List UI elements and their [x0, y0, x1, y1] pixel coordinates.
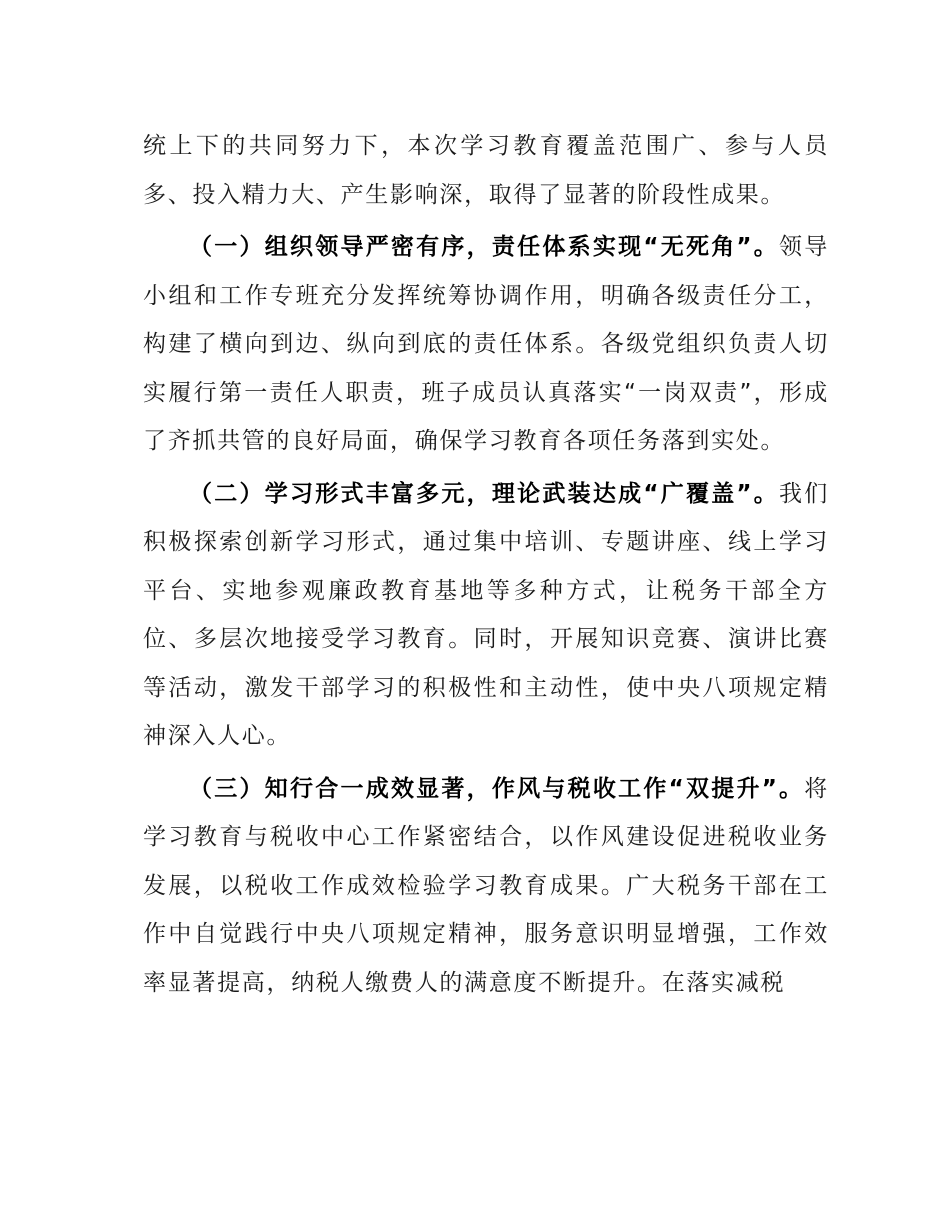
section-1-text: 领导小组和工作专班充分发挥统筹协调作用，明确各级责任分工，构建了横向到边、纵向到底的责任体系。各级党组织负责人切实履行第一责任人职责，班子成员认真落实“一岗双责”，形成了齐抓共管的良好局面，确保学习教育各项任务落到实处。	[143, 234, 829, 454]
section-3-text: 将学习教育与税收中心工作紧密结合，以作风建设促进税收业务发展，以税收工作成效检验学习教育成果。广大税务干部在工作中自觉践行中央八项规定精神，服务意识明显增强，工作效率显著提高，纳税人缴费人的满意度不断提升。在落实减税	[143, 775, 829, 996]
paragraph-section-1	[143, 223, 829, 466]
section-3-heading: （三）知行合一成效显著，作风与税收工作“双提升”。	[189, 775, 805, 802]
section-1-heading: （一）组织领导严密有序，责任体系实现“无死角”。	[189, 234, 780, 260]
paragraph-intro	[143, 122, 829, 219]
paragraph-section-3	[143, 765, 829, 1008]
section-2-heading: （二）学习形式丰富多元，理论武装达成“广覆盖”。	[189, 480, 780, 507]
paragraph-intro-text: 统上下的共同努力下，本次学习教育覆盖范围广、参与人员多、投入精力大、产生影响深，取得了显著的阶段性成果。	[143, 133, 829, 208]
document-body	[143, 122, 829, 1007]
paragraph-section-2	[143, 470, 829, 761]
section-2-text: 我们积极探索创新学习形式，通过集中培训、专题讲座、线上学习平台、实地参观廉政教育基地等多种方式，让税务干部全方位、多层次地接受学习教育。同时，开展知识竞赛、演讲比赛等活动，激发干部学习的积极性和主动性，使中央八项规定精神深入人心。	[143, 480, 829, 749]
